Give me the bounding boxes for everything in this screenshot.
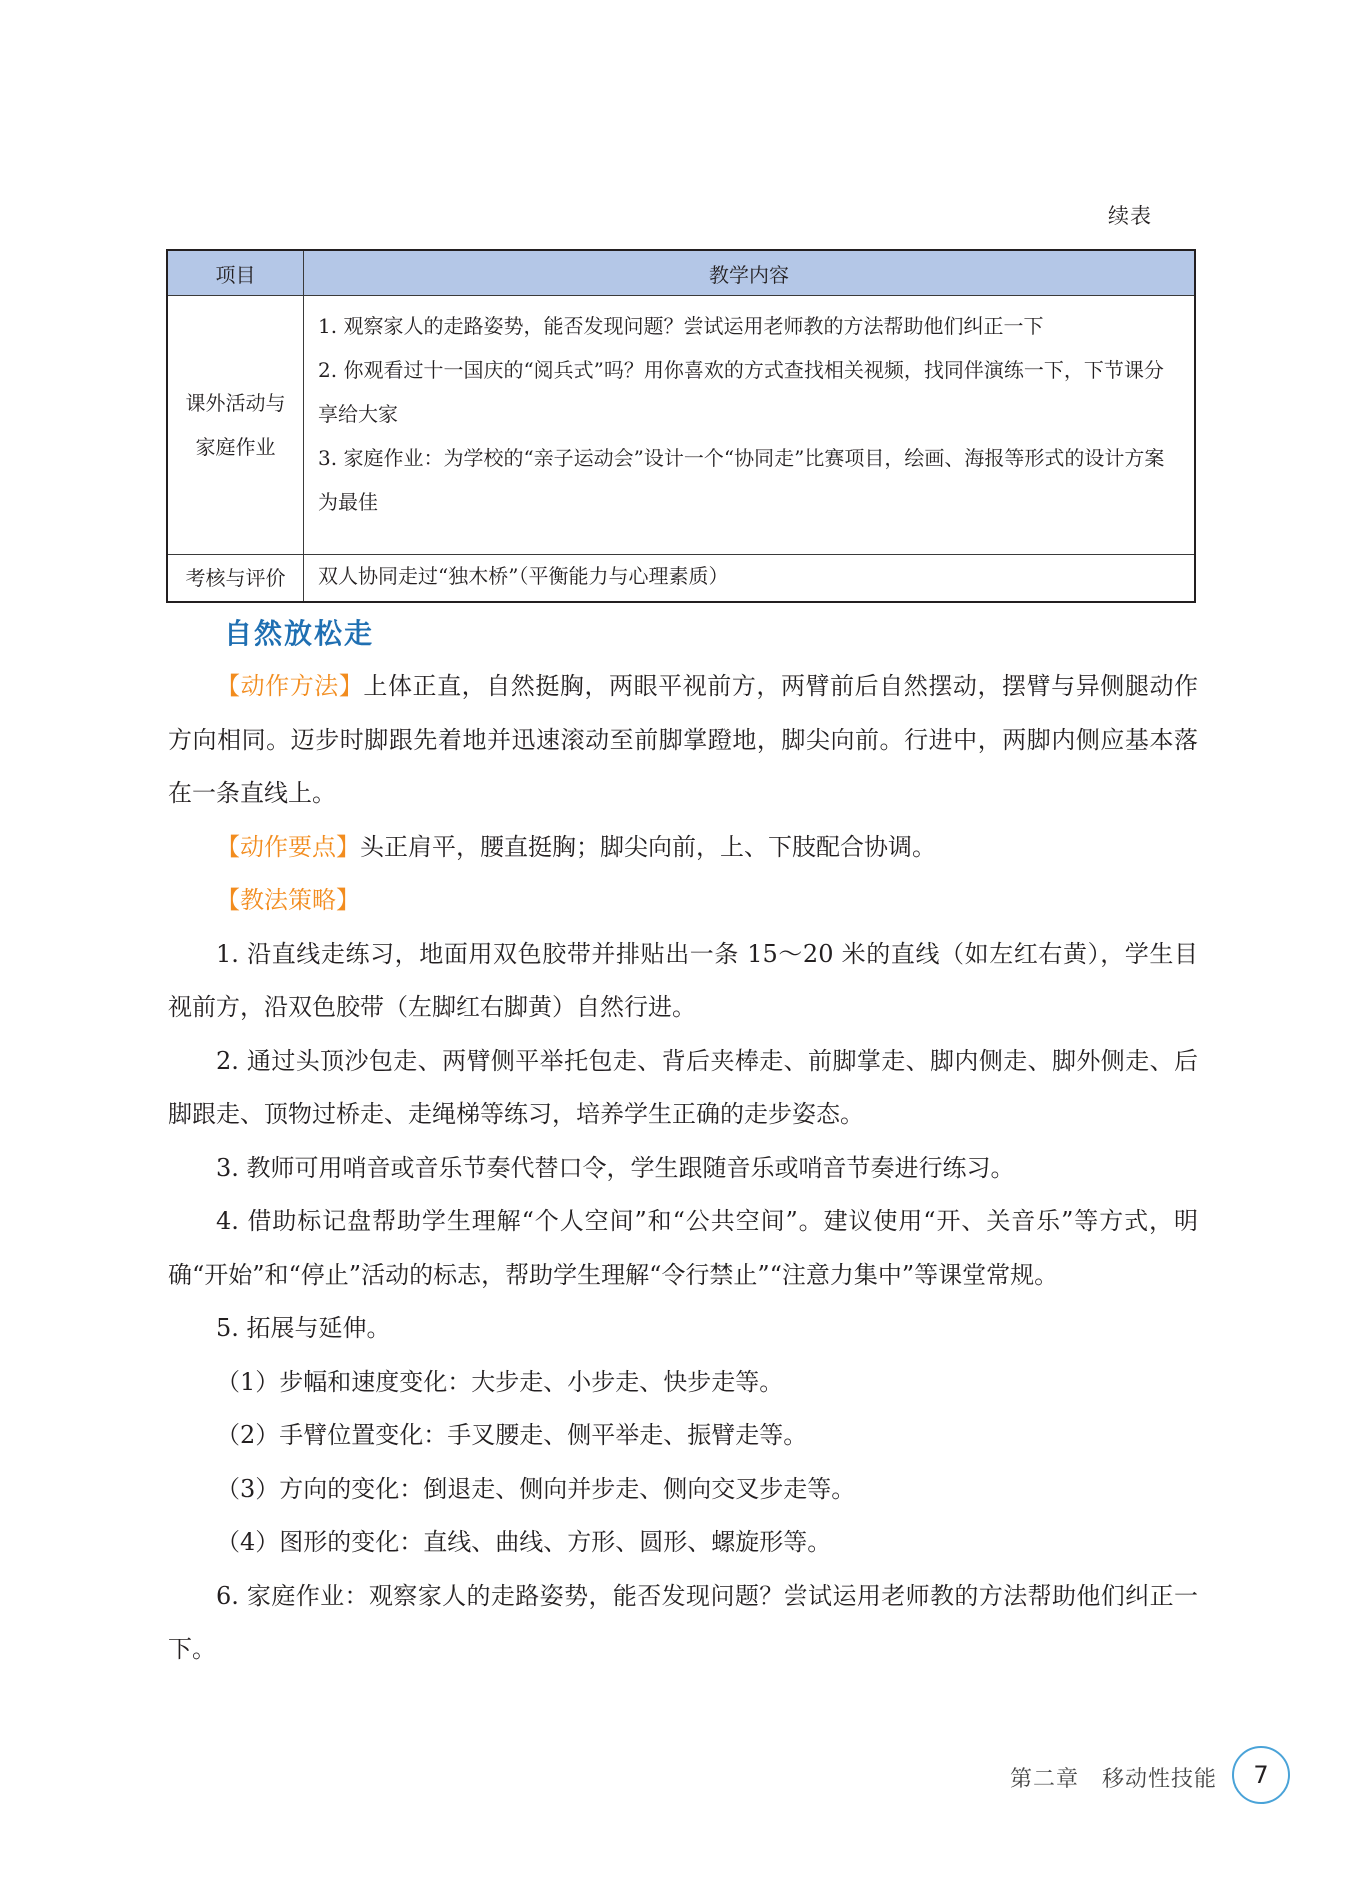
method-text: 上体正直，自然挺胸，两眼平视前方，两臂前后自然摆动，摆臂与异侧腿动作方向相同。迈步时脚跟先着地并迅速滚动至前脚掌蹬地，脚尖向前。行进中，两脚内侧应基本落在一条直线上。 [168, 672, 1199, 807]
strategy-subitem: （3）方向的变化：倒退走、侧向并步走、侧向交叉步走等。 [216, 1474, 856, 1503]
activity-label: 课外活动与家庭作业 [185, 391, 286, 459]
content-line: 3. 家庭作业：为学校的“亲子运动会”设计一个“协同走”比赛项目，绘画、海报等形式的设计方案为最佳 [318, 446, 1165, 514]
section-body [168, 660, 1198, 1677]
page-number: 7 [1232, 1746, 1290, 1804]
keypoints-text: 头正肩平，腰直挺胸；脚尖向前，上、下肢配合协调。 [360, 832, 936, 861]
table-header-row [167, 250, 1195, 296]
table-row [167, 296, 1195, 555]
row-item-label [167, 296, 304, 555]
row-content [304, 555, 1196, 603]
strategy-tag: 【教法策略】 [216, 886, 360, 914]
table-header-content: 教学内容 [304, 250, 1196, 296]
strategy-subitem: （1）步幅和速度变化：大步走、小步走、快步走等。 [216, 1367, 784, 1396]
content-line: 2. 你观看过十一国庆的“阅兵式”吗？用你喜欢的方式查找相关视频，找同伴演练一下，下节课分享给大家 [318, 358, 1164, 426]
section-title: 自然放松走 [224, 617, 375, 650]
row-content [304, 296, 1196, 555]
strategy-item: 1. 沿直线走练习，地面用双色胶带并排贴出一条 15～20 米的直线（如左红右黄），学生目视前方，沿双色胶带（左脚红右脚黄）自然行进。 [168, 939, 1198, 1021]
continued-label: 续表 [1108, 204, 1152, 228]
strategy-item: 2. 通过头顶沙包走、两臂侧平举托包走、背后夹棒走、前脚掌走、脚内侧走、脚外侧走、后脚跟走、顶物过桥走、走绳梯等练习，培养学生正确的走步姿态。 [168, 1046, 1198, 1128]
chapter-footer: 第二章 移动性技能 [1010, 1767, 1218, 1792]
keypoints-paragraph [168, 821, 1198, 875]
row-item-label: 考核与评价 [167, 555, 304, 603]
content-line: 双人协同走过“独木桥”（平衡能力与心理素质） [318, 564, 729, 588]
strategy-heading [168, 874, 1198, 928]
table-header-item: 项目 [167, 250, 304, 296]
content-line: 1. 观察家人的走路姿势，能否发现问题？尝试运用老师教的方法帮助他们纠正一下 [318, 314, 1044, 338]
strategy-item: 4. 借助标记盘帮助学生理解“个人空间”和“公共空间”。建议使用“开、关音乐”等方式，明确“开始”和“停止”活动的标志，帮助学生理解“令行禁止”“注意力集中”等课堂常规。 [168, 1207, 1198, 1289]
table-row [167, 555, 1195, 603]
method-tag: 【动作方法】 [216, 672, 364, 700]
strategy-subitem: （4）图形的变化：直线、曲线、方形、圆形、螺旋形等。 [216, 1528, 832, 1556]
keypoints-tag: 【动作要点】 [216, 832, 360, 861]
lesson-table [166, 249, 1196, 603]
strategy-item: 5. 拓展与延伸。 [216, 1314, 391, 1342]
strategy-subitem: （2）手臂位置变化：手叉腰走、侧平举走、振臂走等。 [216, 1421, 808, 1449]
strategy-item: 3. 教师可用哨音或音乐节奏代替口令，学生跟随音乐或哨音节奏进行练习。 [216, 1153, 1015, 1182]
strategy-item: 6. 家庭作业：观察家人的走路姿势，能否发现问题？尝试运用老师教的方法帮助他们纠正一下。 [168, 1581, 1198, 1663]
method-paragraph [168, 660, 1198, 821]
